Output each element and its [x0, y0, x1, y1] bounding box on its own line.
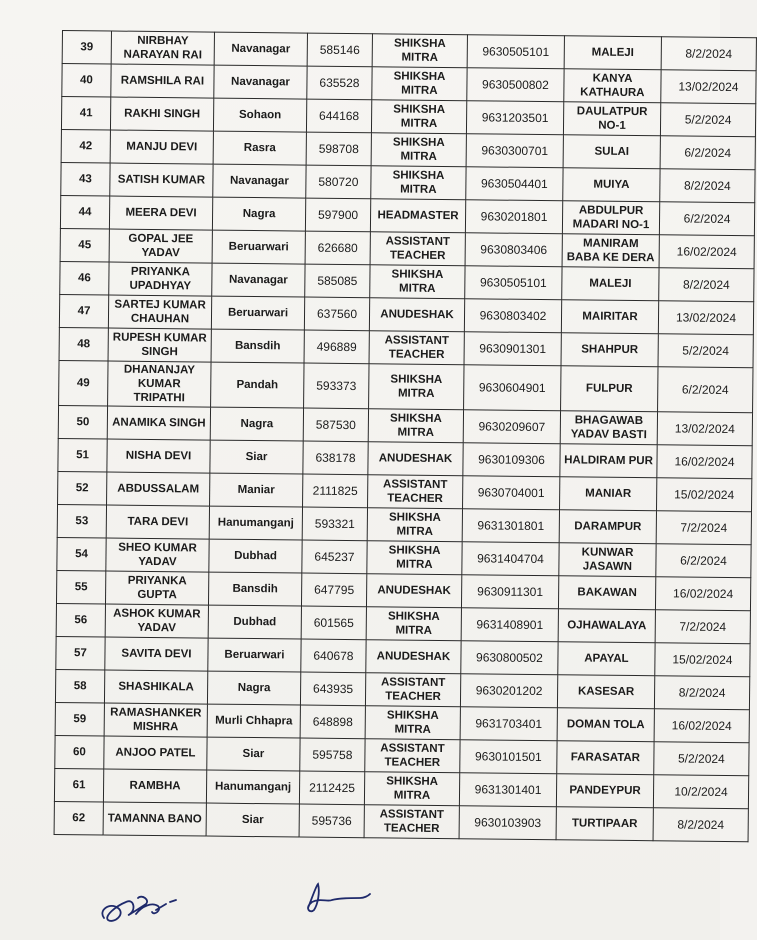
designation-cell: SHIKSHA MITRA — [372, 67, 467, 101]
name-cell: SATISH KUMAR — [110, 163, 213, 197]
block-cell: Siar — [206, 803, 299, 837]
school-code-cell: 9630103903 — [459, 806, 556, 840]
date-cell: 8/2/2024 — [660, 169, 755, 203]
serial-number-cell: 59 — [55, 702, 104, 736]
school-name-cell: SULAI — [563, 135, 660, 169]
block-cell: Dubhad — [208, 605, 301, 639]
date-cell: 16/02/2024 — [659, 235, 754, 269]
school-code-cell: 9631301401 — [459, 773, 556, 807]
designation-cell: ASSISTANT TEACHER — [364, 805, 459, 839]
school-name-cell: ABDULPUR MADARI NO-1 — [562, 201, 659, 235]
designation-cell: SHIKSHA MITRA — [372, 34, 467, 68]
block-cell: Hanumanganj — [206, 770, 299, 804]
school-name-cell: KANYA KATHAURA — [564, 69, 661, 103]
block-cell: Nagra — [210, 407, 303, 441]
school-code-cell: 9630101501 — [460, 740, 557, 774]
employee-id-cell: 598708 — [306, 132, 371, 166]
employee-id-cell: 638178 — [303, 441, 368, 475]
serial-number-cell: 42 — [61, 129, 110, 163]
school-code-cell: 9630504401 — [466, 167, 563, 201]
employee-id-cell: 648898 — [300, 705, 365, 739]
school-code-cell: 9630911301 — [461, 575, 558, 609]
employee-id-cell: 597900 — [305, 198, 370, 232]
serial-number-cell: 39 — [62, 31, 111, 65]
employee-id-cell: 643935 — [300, 672, 365, 706]
employee-id-cell: 585085 — [305, 264, 370, 298]
employee-id-cell: 580720 — [306, 165, 371, 199]
name-cell: MANJU DEVI — [110, 130, 213, 164]
name-cell: PRIYANKA UPADHYAY — [109, 262, 212, 296]
name-cell: ANAMIKA SINGH — [107, 406, 210, 440]
table-row — [54, 801, 748, 841]
school-name-cell: MUIYA — [563, 168, 660, 202]
designation-cell: SHIKSHA MITRA — [366, 607, 461, 641]
date-cell: 6/2/2024 — [660, 136, 755, 170]
designation-cell: ANUDESHAK — [366, 640, 461, 674]
block-cell: Siar — [210, 440, 303, 474]
designation-cell: ASSISTANT TEACHER — [365, 739, 460, 773]
block-cell: Rasra — [213, 131, 306, 165]
employee-id-cell: 2112425 — [299, 771, 364, 805]
serial-number-cell: 60 — [55, 735, 104, 769]
serial-number-cell: 54 — [57, 537, 106, 571]
designation-cell: ANUDESHAK — [366, 574, 461, 608]
block-cell: Beruarwari — [212, 230, 305, 264]
school-code-cell: 9630901301 — [464, 332, 561, 366]
name-cell: RAMSHILA RAI — [111, 64, 214, 98]
employee-id-cell: 645237 — [302, 540, 367, 574]
school-name-cell: OJHAWALAYA — [558, 609, 655, 643]
serial-number-cell: 58 — [55, 669, 104, 703]
date-cell: 16/02/2024 — [655, 577, 750, 611]
designation-cell: SHIKSHA MITRA — [369, 364, 464, 410]
date-cell: 10/2/2024 — [653, 775, 748, 809]
name-cell: RAMASHANKER MISHRA — [104, 703, 207, 737]
serial-number-cell: 57 — [56, 636, 105, 670]
name-cell: RAMBHA — [103, 769, 206, 803]
date-cell: 5/2/2024 — [660, 103, 755, 137]
school-code-cell: 9630505101 — [465, 266, 562, 300]
name-cell: MEERA DEVI — [109, 196, 212, 230]
school-name-cell: KUNWAR JASAWN — [559, 543, 656, 577]
date-cell: 8/2/2024 — [654, 676, 749, 710]
employee-id-cell: 626680 — [305, 231, 370, 265]
date-cell: 16/02/2024 — [657, 445, 752, 479]
date-cell: 8/2/2024 — [653, 808, 748, 842]
name-cell: SAVITA DEVI — [105, 637, 208, 671]
school-code-cell: 9631703401 — [460, 707, 557, 741]
staff-roster-table — [54, 30, 757, 842]
designation-cell: SHIKSHA MITRA — [364, 772, 459, 806]
serial-number-cell: 56 — [56, 603, 105, 637]
employee-id-cell: 2111825 — [303, 474, 368, 508]
designation-cell: SHIKSHA MITRA — [371, 100, 466, 134]
school-code-cell: 9630604901 — [464, 365, 561, 411]
block-cell: Bansdih — [208, 572, 301, 606]
school-code-cell: 9630201202 — [460, 674, 557, 708]
block-cell: Nagra — [212, 197, 305, 231]
name-cell: NISHA DEVI — [107, 439, 210, 473]
block-cell: Navanagar — [213, 164, 306, 198]
date-cell: 13/02/2024 — [661, 70, 756, 104]
school-code-cell: 9630505101 — [467, 35, 564, 69]
name-cell: GOPAL JEE YADAV — [109, 229, 212, 263]
employee-id-cell: 644168 — [306, 99, 371, 133]
date-cell: 6/2/2024 — [656, 544, 751, 578]
block-cell: Maniar — [210, 473, 303, 507]
designation-cell: ASSISTANT TEACHER — [370, 232, 465, 266]
serial-number-cell: 62 — [54, 801, 103, 835]
employee-id-cell: 595758 — [300, 738, 365, 772]
serial-number-cell: 45 — [60, 228, 109, 262]
block-cell: Bansdih — [211, 329, 304, 363]
school-name-cell: MAIRITAR — [561, 300, 658, 334]
date-cell: 15/02/2024 — [655, 643, 750, 677]
serial-number-cell: 50 — [58, 405, 107, 439]
block-cell: Dubhad — [209, 539, 302, 573]
name-cell: ABDUSSALAM — [107, 472, 210, 506]
school-name-cell: SHAHPUR — [561, 333, 658, 367]
school-code-cell: 9631408901 — [461, 608, 558, 642]
date-cell: 7/2/2024 — [655, 610, 750, 644]
designation-cell: ASSISTANT TEACHER — [368, 475, 463, 509]
school-name-cell: BHAGAWAB YADAV BASTI — [560, 411, 657, 445]
school-name-cell: MALEJI — [562, 267, 659, 301]
employee-id-cell: 593373 — [304, 363, 369, 409]
block-cell: Nagra — [207, 671, 300, 705]
name-cell: RAKHI SINGH — [110, 97, 213, 131]
employee-id-cell: 587530 — [303, 408, 368, 442]
block-cell: Siar — [207, 737, 300, 771]
block-cell: Navanagar — [212, 263, 305, 297]
name-cell: RUPESH KUMAR SINGH — [108, 328, 211, 362]
date-cell: 8/2/2024 — [661, 37, 756, 71]
date-cell: 6/2/2024 — [658, 367, 753, 413]
school-name-cell: PANDEYPUR — [556, 774, 653, 808]
school-code-cell: 9631301801 — [462, 509, 559, 543]
employee-id-cell: 496889 — [304, 330, 369, 364]
school-name-cell: BAKAWAN — [558, 576, 655, 610]
school-code-cell: 9630800502 — [461, 641, 558, 675]
block-cell: Navanagar — [214, 65, 307, 99]
school-name-cell: DARAMPUR — [559, 510, 656, 544]
school-code-cell: 9631203501 — [466, 101, 563, 135]
school-name-cell: FARASATAR — [557, 741, 654, 775]
signature-left — [96, 880, 206, 930]
school-name-cell: APAYAL — [558, 642, 655, 676]
designation-cell: ANUDESHAK — [368, 442, 463, 476]
employee-id-cell: 595736 — [299, 804, 364, 838]
school-code-cell: 9630803402 — [464, 299, 561, 333]
block-cell: Murli Chhapra — [207, 704, 300, 738]
designation-cell: SHIKSHA MITRA — [371, 166, 466, 200]
designation-cell: HEADMASTER — [370, 199, 465, 233]
table-row — [59, 360, 753, 412]
school-name-cell: HALDIRAM PUR — [560, 444, 657, 478]
employee-id-cell: 635528 — [307, 66, 372, 100]
school-code-cell: 9630500802 — [467, 68, 564, 102]
school-code-cell: 9630300701 — [466, 134, 563, 168]
designation-cell: SHIKSHA MITRA — [368, 409, 463, 443]
school-code-cell: 9630201801 — [465, 200, 562, 234]
school-name-cell: MALEJI — [564, 36, 661, 70]
date-cell: 7/2/2024 — [656, 511, 751, 545]
name-cell: DHANANJAY KUMAR TRIPATHI — [108, 361, 211, 407]
serial-number-cell: 48 — [59, 327, 108, 361]
roster-body — [54, 31, 756, 842]
name-cell: SHEO KUMAR YADAV — [106, 538, 209, 572]
date-cell: 6/2/2024 — [659, 202, 754, 236]
block-cell: Pandah — [211, 362, 304, 408]
block-cell: Sohaon — [213, 98, 306, 132]
block-cell: Beruarwari — [211, 296, 304, 330]
employee-id-cell: 585146 — [307, 33, 372, 67]
serial-number-cell: 47 — [59, 294, 108, 328]
designation-cell: SHIKSHA MITRA — [367, 541, 462, 575]
date-cell: 13/02/2024 — [658, 301, 753, 335]
designation-cell: SHIKSHA MITRA — [365, 706, 460, 740]
name-cell: SARTEJ KUMAR CHAUHAN — [108, 295, 211, 329]
name-cell: SHASHIKALA — [104, 670, 207, 704]
serial-number-cell: 55 — [56, 570, 105, 604]
designation-cell: ASSISTANT TEACHER — [369, 331, 464, 365]
name-cell: ANJOO PATEL — [104, 736, 207, 770]
name-cell: NIRBHAY NARAYAN RAI — [111, 31, 214, 65]
serial-number-cell: 40 — [62, 64, 111, 98]
employee-id-cell: 601565 — [301, 606, 366, 640]
designation-cell: SHIKSHA MITRA — [370, 265, 465, 299]
date-cell: 5/2/2024 — [654, 742, 749, 776]
name-cell: PRIYANKA GUPTA — [105, 571, 208, 605]
date-cell: 15/02/2024 — [656, 478, 751, 512]
designation-cell: ANUDESHAK — [369, 298, 464, 332]
serial-number-cell: 44 — [60, 195, 109, 229]
school-code-cell: 9630109306 — [463, 443, 560, 477]
school-name-cell: FULPUR — [561, 366, 658, 412]
employee-id-cell: 593321 — [302, 507, 367, 541]
date-cell: 16/02/2024 — [654, 709, 749, 743]
date-cell: 8/2/2024 — [659, 268, 754, 302]
serial-number-cell: 51 — [58, 438, 107, 472]
serial-number-cell: 61 — [54, 768, 103, 802]
school-name-cell: MANIAR — [560, 477, 657, 511]
block-cell: Navanagar — [214, 32, 307, 66]
school-name-cell: DAULATPUR NO-1 — [563, 102, 660, 136]
block-cell: Beruarwari — [208, 638, 301, 672]
school-name-cell: TURTIPAAR — [556, 807, 653, 841]
designation-cell: ASSISTANT TEACHER — [365, 673, 460, 707]
name-cell: TAMANNA BANO — [103, 802, 206, 836]
school-code-cell: 9631404704 — [462, 542, 559, 576]
date-cell: 13/02/2024 — [657, 412, 752, 446]
block-cell: Hanumanganj — [209, 506, 302, 540]
employee-id-cell: 640678 — [301, 639, 366, 673]
designation-cell: SHIKSHA MITRA — [371, 133, 466, 167]
school-name-cell: DOMAN TOLA — [557, 708, 654, 742]
serial-number-cell: 53 — [57, 504, 106, 538]
school-name-cell: MANIRAM BABA KE DERA — [562, 234, 659, 268]
serial-number-cell: 46 — [60, 261, 109, 295]
school-code-cell: 9630704001 — [463, 476, 560, 510]
name-cell: TARA DEVI — [106, 505, 209, 539]
school-code-cell: 9630803406 — [465, 233, 562, 267]
employee-id-cell: 637560 — [304, 297, 369, 331]
employee-id-cell: 647795 — [301, 573, 366, 607]
serial-number-cell: 41 — [61, 97, 110, 131]
signature-right — [298, 878, 378, 918]
designation-cell: SHIKSHA MITRA — [367, 508, 462, 542]
name-cell: ASHOK KUMAR YADAV — [105, 604, 208, 638]
date-cell: 5/2/2024 — [658, 334, 753, 368]
school-name-cell: KASESAR — [557, 675, 654, 709]
serial-number-cell: 43 — [61, 162, 110, 196]
school-code-cell: 9630209607 — [463, 410, 560, 444]
serial-number-cell: 49 — [59, 360, 108, 406]
serial-number-cell: 52 — [58, 471, 107, 505]
